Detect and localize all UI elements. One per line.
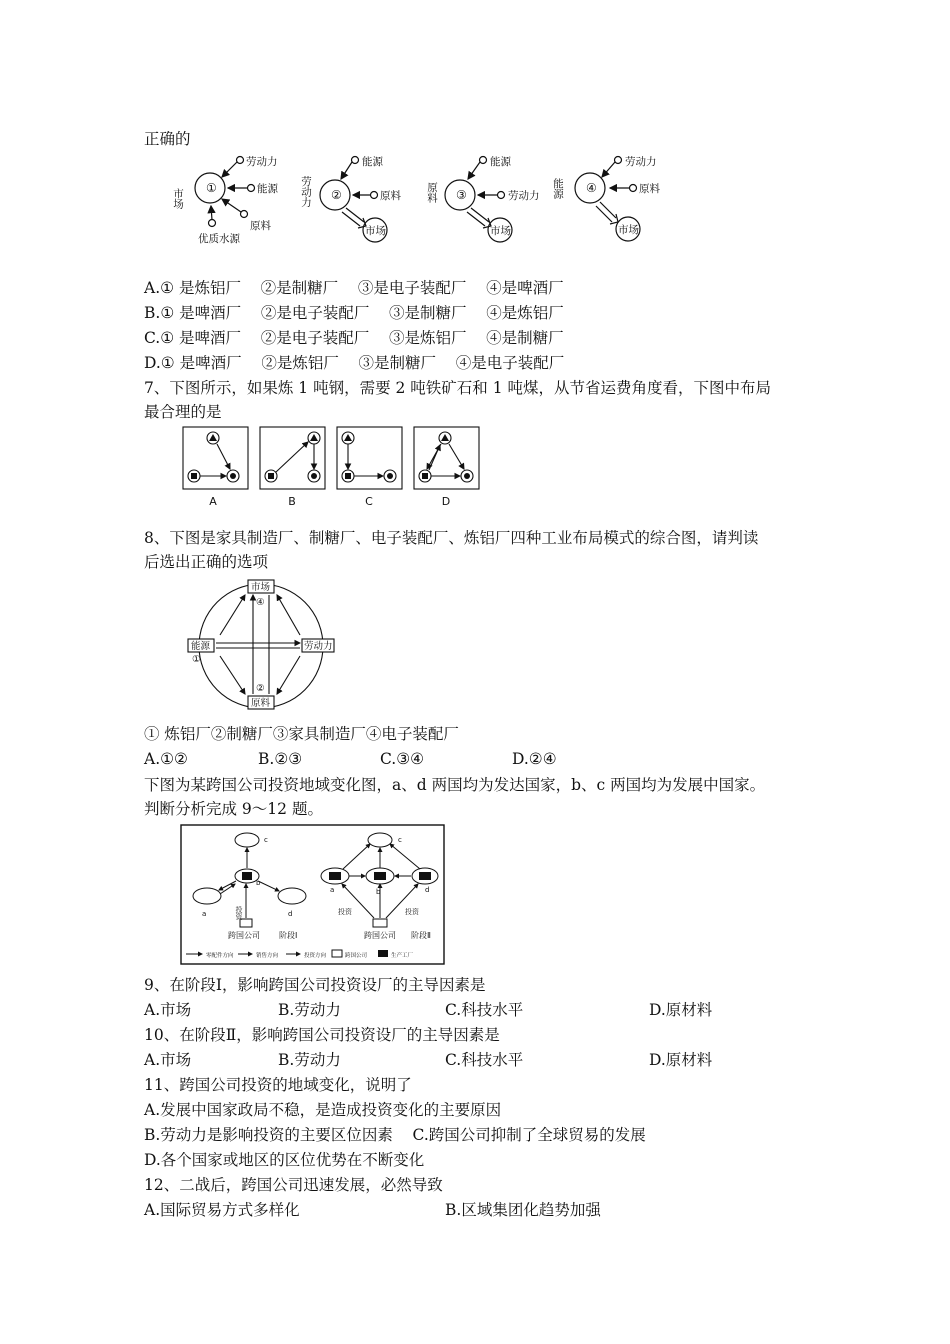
layout-diagram-q7 — [180, 425, 485, 510]
label-market-1: 市场 — [172, 188, 184, 209]
mark-2: ② — [256, 683, 265, 694]
label-raw-2: 原料 — [380, 190, 401, 202]
label-energy-3: 能源 — [490, 156, 511, 168]
fig9-node-d-2: d — [425, 886, 430, 894]
fig9-node-a-2: a — [330, 886, 335, 894]
q10-option-a: A.市场 — [144, 1051, 192, 1069]
circle-4-label: ④ — [586, 181, 597, 195]
fig9-node-d-1: d — [288, 910, 293, 918]
q8-stem-line2: 后选出正确的选项 — [144, 553, 269, 571]
fig9-company-1: 跨国公司 — [228, 931, 260, 940]
factor-diagram-q6 — [170, 150, 680, 250]
panel-label-d: D — [441, 495, 451, 508]
q11-line-d: D.各个国家或地区的区位优势在不断变化 — [144, 1151, 425, 1169]
node-raw: 原料 — [251, 698, 271, 709]
q10-stem: 10、在阶段Ⅱ，影响跨国公司投资设厂的主导因素是 — [144, 1026, 500, 1044]
q11-line-a: A.发展中国家政局不稳，是造成投资变化的主要原因 — [144, 1101, 502, 1119]
q12-option-a: A.国际贸易方式多样化 — [144, 1201, 300, 1219]
q12-option-b: B.区域集团化趋势加强 — [445, 1201, 601, 1219]
q8-option-b: B.②③ — [258, 750, 303, 768]
intro-text: 正确的 — [144, 130, 191, 148]
q7-stem-line1: 7、下图所示，如果炼 1 吨钢，需要 2 吨铁矿石和 1 吨煤，从节省运费角度看，下图中布局 — [144, 379, 772, 397]
label-raw-1: 原料 — [250, 220, 271, 232]
q10-option-c: C.科技水平 — [445, 1051, 524, 1069]
label-market-3: 市场 — [490, 225, 511, 237]
label-market-2: 市场 — [365, 225, 386, 237]
q10-option-d: D.原材料 — [649, 1051, 713, 1069]
fig9-legend-company: 跨国公司 — [345, 953, 368, 959]
q6-option-a: A.① 是炼铝厂 ②是制糖厂 ③是电子装配厂 ④是啤酒厂 — [144, 279, 564, 297]
fig9-legend-factory: 生产工厂 — [391, 953, 414, 959]
q8-option-c: C.③④ — [380, 750, 425, 768]
q9-option-b: B.劳动力 — [278, 1001, 341, 1019]
layout-diagram-q8 — [185, 573, 340, 718]
q10-option-b: B.劳动力 — [278, 1051, 341, 1069]
circle-2-label: ② — [331, 188, 342, 202]
panel-label-c: C — [365, 495, 373, 508]
label-labor-1: 劳动力 — [246, 156, 278, 168]
fig9-legend-sales: 销售方向 — [256, 953, 279, 959]
label-raw-4: 原料 — [639, 183, 660, 195]
label-raw-3: 原料 — [426, 182, 438, 203]
panel-label-a: A — [209, 495, 217, 508]
q11-line-bc: B.劳动力是影响投资的主要区位因素 C.跨国公司抑制了全球贸易的发展 — [144, 1126, 646, 1144]
q9-option-d: D.原材料 — [649, 1001, 713, 1019]
fig9-stage-2: 阶段Ⅱ — [411, 931, 431, 940]
label-labor-3: 劳动力 — [508, 190, 540, 202]
label-energy-2: 能源 — [362, 156, 383, 168]
panel-label-b: B — [288, 495, 296, 508]
circle-3-label: ③ — [456, 188, 467, 202]
fig9-node-b-1: b — [256, 879, 261, 887]
q6-option-c: C.① 是啤酒厂 ②是电子装配厂 ③是炼铝厂 ④是制糖厂 — [144, 329, 564, 347]
fig9-legend-parts: 零配件方向 — [206, 953, 234, 959]
label-water-1: 优质水源 — [198, 233, 240, 245]
mark-1: ① — [192, 654, 201, 665]
node-energy: 能源 — [191, 641, 211, 652]
q6-option-d: D.① 是啤酒厂 ②是炼铝厂 ③是制糖厂 ④是电子装配厂 — [144, 354, 565, 372]
investment-diagram — [180, 824, 446, 966]
fig9-node-c-2: c — [398, 836, 402, 844]
q8-stem-line1: 8、下图是家具制造厂、制糖厂、电子装配厂、炼铝厂四种工业布局模式的综合图，请判读 — [144, 529, 759, 547]
q12-stem: 12、二战后，跨国公司迅速发展，必然导致 — [144, 1176, 443, 1194]
mark-4: ④ — [256, 597, 265, 608]
fig9-legend-invest: 投资方向 — [304, 953, 327, 959]
q11-stem: 11、跨国公司投资的地域变化，说明了 — [144, 1076, 412, 1094]
intro2-line1: 下图为某跨国公司投资地域变化图，a、d 两国均为发达国家，b、c 两国均为发展中国家。 — [144, 776, 766, 794]
label-energy-1: 能源 — [257, 183, 278, 195]
intro2-line2: 判断分析完成 9～12 题。 — [144, 800, 323, 818]
fig9-company-2: 跨国公司 — [364, 931, 396, 940]
node-labor: 劳动力 — [304, 641, 333, 652]
q9-option-c: C.科技水平 — [445, 1001, 524, 1019]
q9-option-a: A.市场 — [144, 1001, 192, 1019]
circle-1-label: ① — [206, 181, 217, 195]
fig9-invest-1: 投资 — [235, 906, 243, 920]
label-market-4: 市场 — [618, 224, 639, 236]
q6-option-b: B.① 是啤酒厂 ②是电子装配厂 ③是制糖厂 ④是炼铝厂 — [144, 304, 564, 322]
fig9-node-a-1: a — [202, 910, 207, 918]
node-market: 市场 — [251, 582, 271, 593]
label-labor-4: 劳动力 — [625, 156, 657, 168]
q8-legend: ① 炼铝厂②制糖厂③家具制造厂④电子装配厂 — [144, 725, 459, 743]
label-labor-2: 劳动力 — [300, 176, 312, 208]
fig9-node-c-1: c — [264, 836, 268, 844]
fig9-invest-3: 投资 — [405, 908, 419, 916]
q8-option-a: A.①② — [144, 750, 188, 768]
fig9-node-b-2: b — [376, 888, 381, 896]
label-energy-4: 能源 — [552, 178, 564, 199]
fig9-stage-1: 阶段Ⅰ — [279, 931, 298, 940]
q8-option-d: D.②④ — [512, 750, 557, 768]
fig9-invest-2: 投资 — [338, 908, 352, 916]
q9-stem: 9、在阶段Ⅰ，影响跨国公司投资设厂的主导因素是 — [144, 976, 486, 994]
q7-stem-line2: 最合理的是 — [144, 403, 222, 421]
